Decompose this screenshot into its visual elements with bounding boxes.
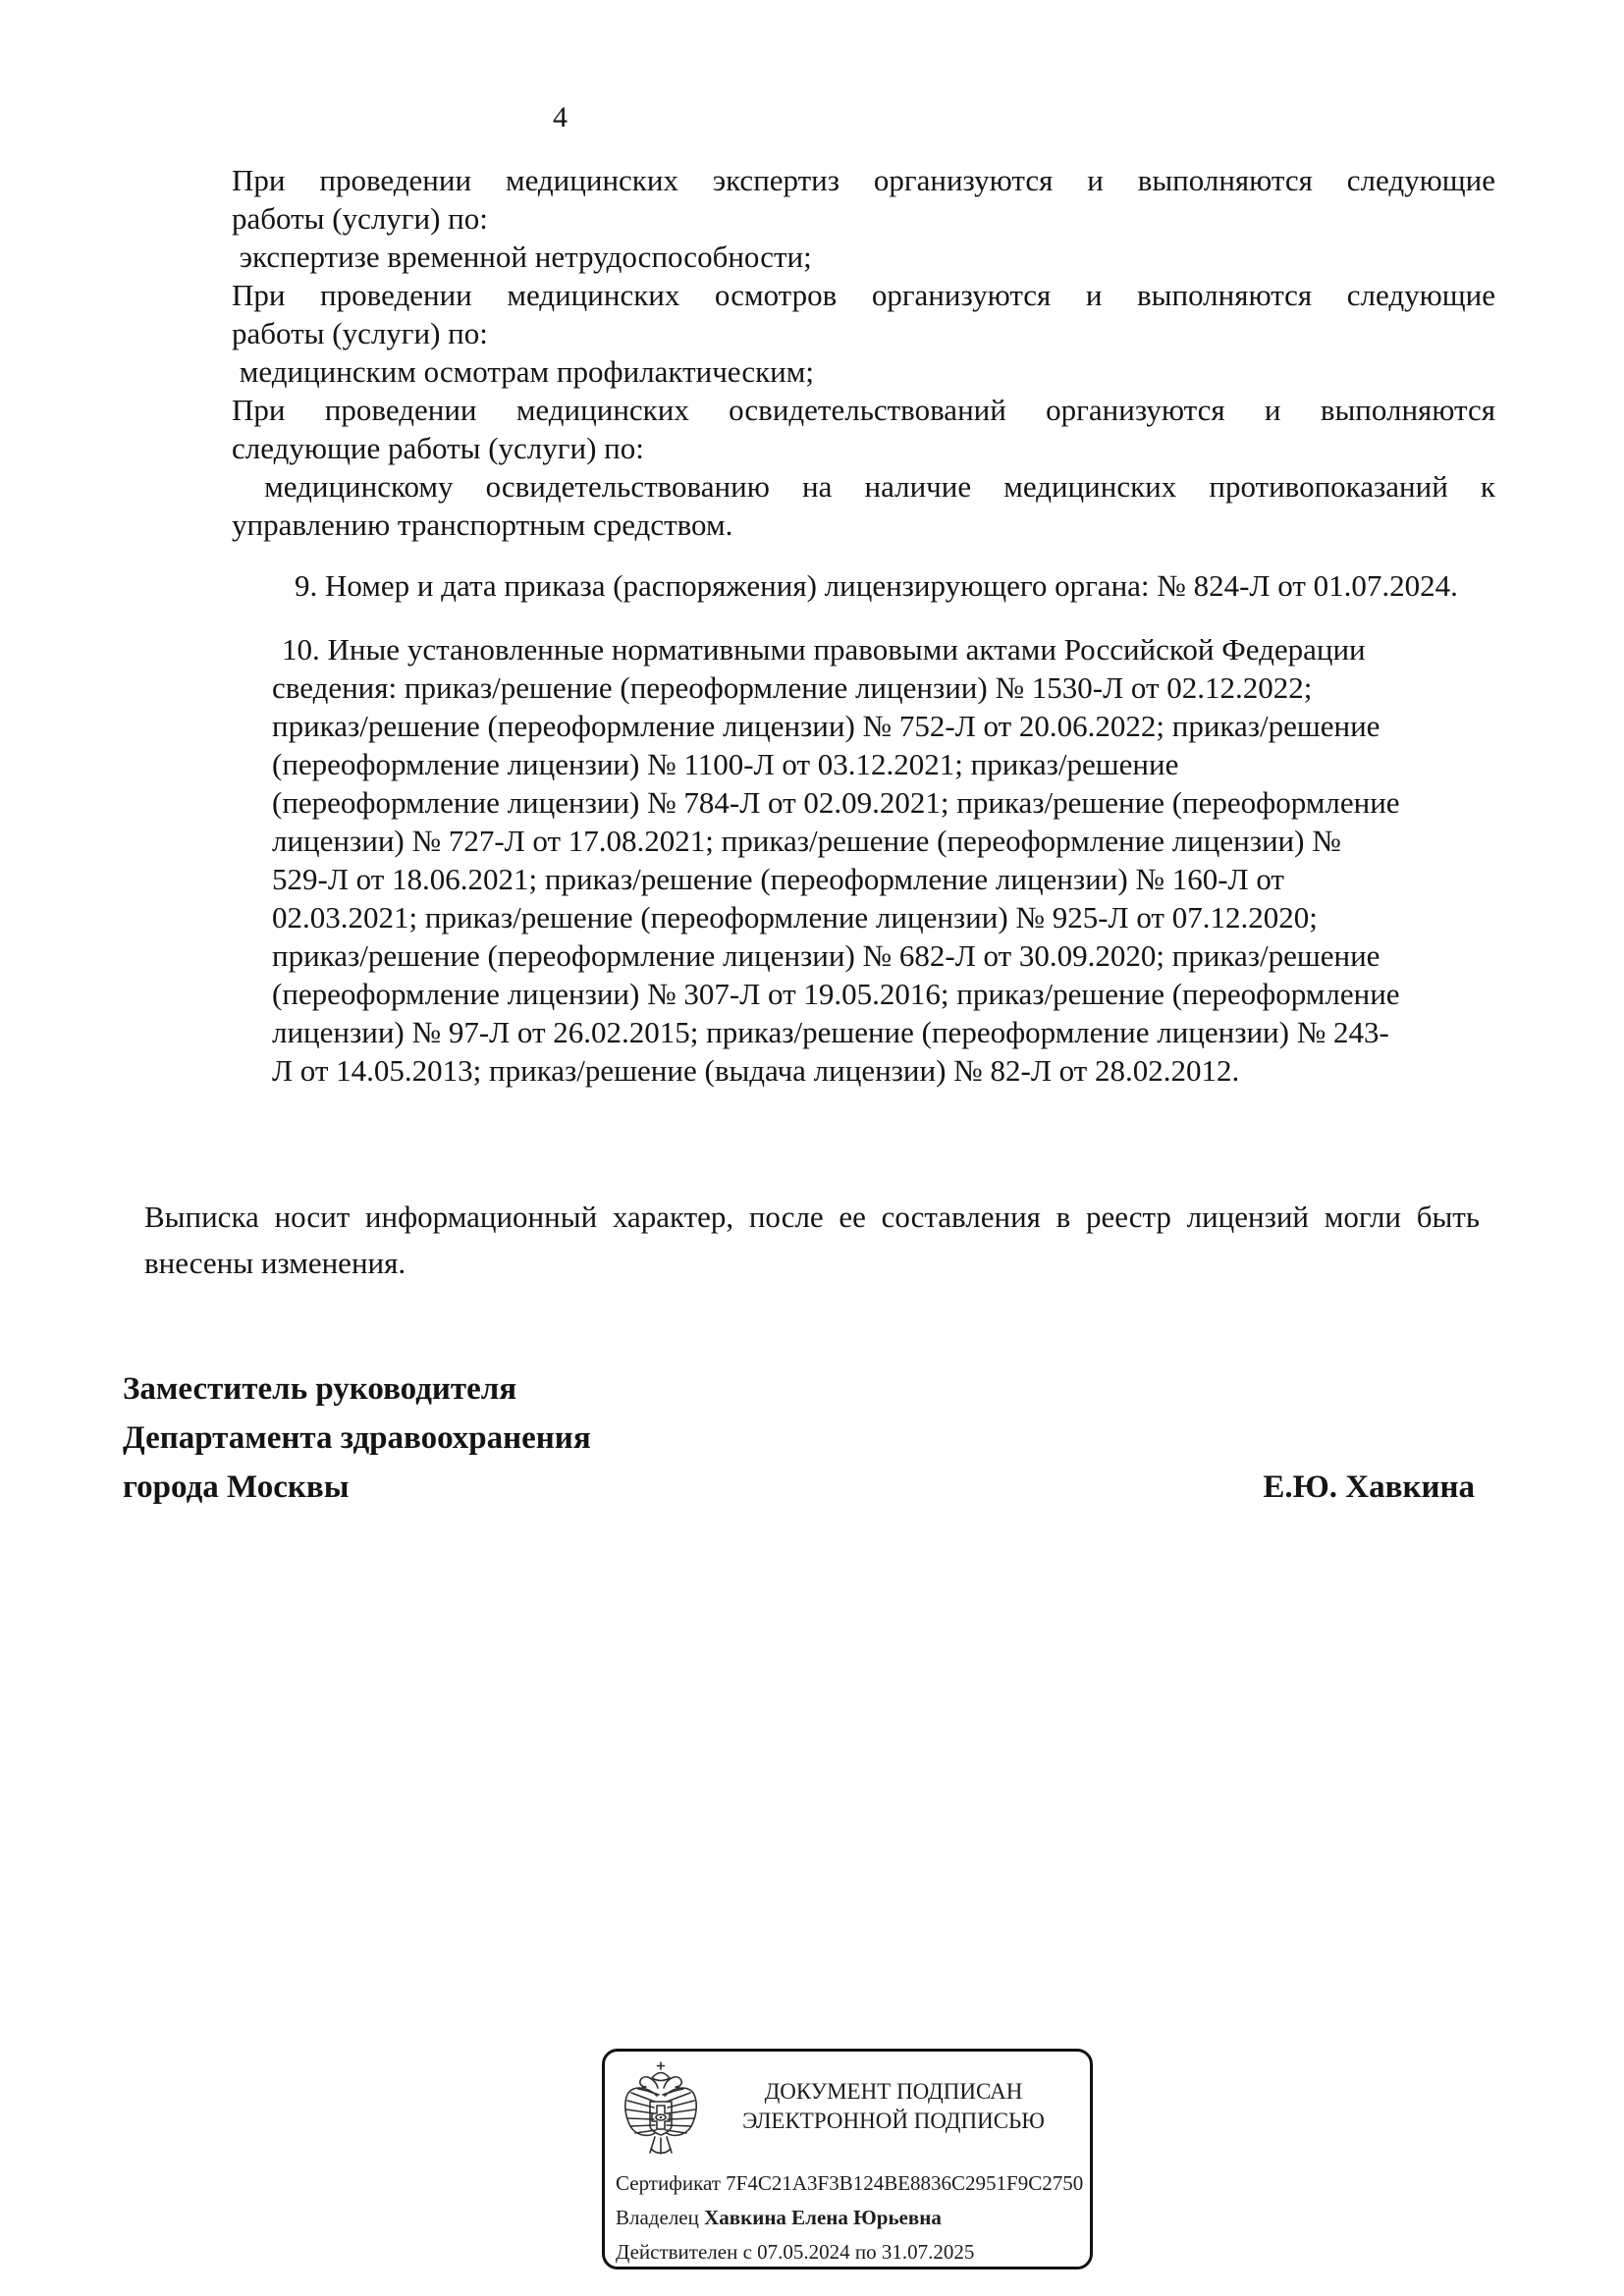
page-number: 4 <box>553 101 568 133</box>
text-line: сведения: приказ/решение (переоформление лицензии) № 1530-Л от 02.12.2022; <box>272 670 1313 705</box>
signer-position-line: города Москвы <box>123 1469 350 1505</box>
text-line: лицензии) № 97-Л от 26.02.2015; приказ/решение (переоформление лицензии) № 243- <box>272 1015 1389 1049</box>
stamp-details <box>616 2166 1083 2269</box>
signature-block <box>123 1364 1475 1512</box>
signature-row <box>123 1463 1475 1512</box>
text-line: приказ/решение (переоформление лицензии) № 682-Л от 30.09.2020; приказ/решение <box>272 938 1380 973</box>
text-line: Выписка носит информационный характер, после ее составления в реестр лицензий могли быть <box>144 1200 1480 1234</box>
text-line: управлению транспортным средством. <box>232 507 733 542</box>
signer-name: Е.Ю. Хавкина <box>1263 1469 1475 1505</box>
owner-line <box>616 2201 1083 2235</box>
text-line: лицензии) № 727-Л от 17.08.2021; приказ/решение (переоформление лицензии) № <box>272 824 1341 858</box>
owner-name: Хавкина Елена Юрьевна <box>704 2206 942 2229</box>
text-line: 02.03.2021; приказ/решение (переоформление лицензии) № 925-Л от 07.12.2020; <box>272 900 1318 934</box>
paragraph-medical-certifications <box>232 391 1495 467</box>
text-line: (переоформление лицензии) № 784-Л от 02.09.2021; приказ/решение (переоформление <box>272 785 1400 820</box>
certificate-line <box>616 2166 1083 2201</box>
text-line: 10. Иные установленные нормативными правовыми актами Российской Федерации <box>282 632 1366 667</box>
signer-position-line: Заместитель руководителя <box>123 1371 517 1407</box>
signer-position-line: Департамента здравоохранения <box>123 1420 591 1456</box>
stamp-title <box>703 2077 1084 2136</box>
stamp-title-line: ДОКУМЕНТ ПОДПИСАН <box>764 2079 1023 2104</box>
informational-note <box>144 1194 1480 1286</box>
text-line: медицинскому освидетельствованию на наличие медицинских противопоказаний к <box>232 469 1495 504</box>
text-line: (переоформление лицензии) № 307-Л от 19.05.2016; приказ/решение (переоформление <box>272 977 1400 1011</box>
owner-label: Владелец <box>616 2206 699 2229</box>
text-line: При проведении медицинских экспертиз организуются и выполняются следующие <box>232 163 1495 197</box>
certificate-label: Сертификат <box>616 2171 721 2195</box>
subitem-driver-certification <box>232 467 1495 544</box>
text-line: медицинским осмотрам профилактическим; <box>232 354 814 389</box>
text-line: Л от 14.05.2013; приказ/решение (выдача лицензии) № 82-Л от 28.02.2012. <box>272 1053 1240 1088</box>
text-line: работы (услуги) по: <box>232 316 488 350</box>
body-text <box>232 161 1495 1090</box>
text-line: 529-Л от 18.06.2021; приказ/решение (переоформление лицензии) № 160-Л от <box>272 862 1284 896</box>
digital-signature-stamp <box>602 2049 1093 2269</box>
subitem-preventive-examinations <box>232 352 1495 391</box>
text-line: При проведении медицинских освидетельствований организуются и выполняются <box>232 393 1495 427</box>
text-line: (переоформление лицензии) № 1100-Л от 03.12.2021; приказ/решение <box>272 747 1179 781</box>
text-line: 9. Номер и дата приказа (распоряжения) лицензирующего органа: № 824-Л от 01.07.2024. <box>295 568 1458 603</box>
paragraph-medical-expertise <box>232 161 1495 238</box>
text-line: работы (услуги) по: <box>232 201 488 236</box>
stamp-title-line: ЭЛЕКТРОННОЙ ПОДПИСЬЮ <box>742 2109 1045 2133</box>
text-line: приказ/решение (переоформление лицензии) № 752-Л от 20.06.2022; приказ/решение <box>272 709 1380 743</box>
text-line: следующие работы (услуги) по: <box>232 431 644 465</box>
validity-line: Действителен с 07.05.2024 по 31.07.2025 <box>616 2240 975 2264</box>
paragraph-medical-examinations <box>232 276 1495 352</box>
list-item-9-order-number <box>295 566 1495 605</box>
text-line: экспертизе временной нетрудоспособности; <box>232 240 812 274</box>
subitem-temporary-disability <box>232 238 1495 276</box>
certificate-number: 7F4C21A3F3B124BE8836C2951F9C2750 <box>726 2171 1084 2195</box>
coat-of-arms-icon <box>622 2060 700 2163</box>
text-line: При проведении медицинских осмотров организуются и выполняются следующие <box>232 278 1495 312</box>
list-item-10-other-information <box>272 630 1495 1090</box>
text-line: внесены изменения. <box>144 1246 406 1280</box>
